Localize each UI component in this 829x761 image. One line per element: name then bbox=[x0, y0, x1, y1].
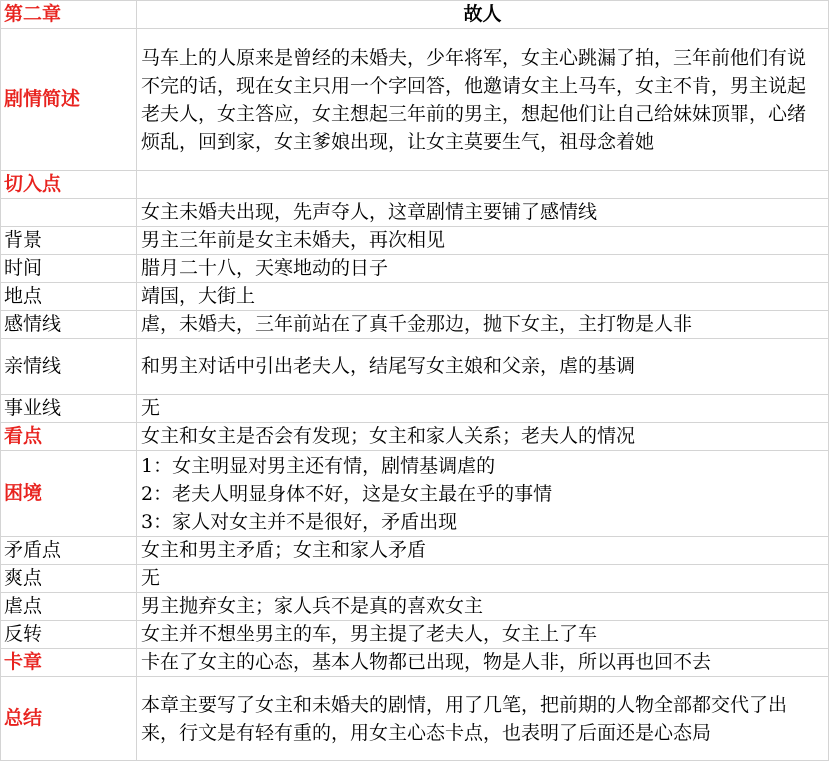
family-text[interactable]: 和男主对话中引出老夫人，结尾写女主娘和父亲，虐的基调 bbox=[137, 339, 829, 395]
family-label[interactable]: 亲情线 bbox=[1, 339, 137, 395]
angst-text[interactable]: 男主抛弃女主；家人兵不是真的喜欢女主 bbox=[137, 593, 829, 621]
satisfaction-label[interactable]: 爽点 bbox=[1, 565, 137, 593]
entry-detail-row bbox=[1, 199, 829, 227]
twist-label[interactable]: 反转 bbox=[1, 621, 137, 649]
entry-row bbox=[1, 171, 829, 199]
time-label[interactable]: 时间 bbox=[1, 255, 137, 283]
entry-empty-cell[interactable] bbox=[137, 171, 829, 199]
angst-label[interactable]: 虐点 bbox=[1, 593, 137, 621]
chapter-title[interactable]: 故人 bbox=[137, 1, 829, 29]
twist-text[interactable]: 女主并不想坐男主的车，男主提了老夫人，女主上了车 bbox=[137, 621, 829, 649]
romance-text[interactable]: 虐，未婚夫，三年前站在了真千金那边，抛下女主，主打物是人非 bbox=[137, 311, 829, 339]
cliffhanger-label[interactable]: 卡章 bbox=[1, 649, 137, 677]
table-row bbox=[1, 283, 829, 311]
dilemma-item-3: 3：家人对女主并不是很好，矛盾出现 bbox=[141, 510, 458, 533]
background-text[interactable]: 男主三年前是女主未婚夫，再次相见 bbox=[137, 227, 829, 255]
family-row bbox=[1, 339, 829, 395]
background-label[interactable]: 背景 bbox=[1, 227, 137, 255]
chapter-row bbox=[1, 1, 829, 29]
entry-detail-text[interactable]: 女主未婚夫出现，先声夺人，这章剧情主要铺了感情线 bbox=[137, 199, 829, 227]
table-row bbox=[1, 227, 829, 255]
cliffhanger-row bbox=[1, 649, 829, 677]
table-row bbox=[1, 311, 829, 339]
career-text[interactable]: 无 bbox=[137, 395, 829, 423]
time-text[interactable]: 腊月二十八，天寒地动的日子 bbox=[137, 255, 829, 283]
conflict-text[interactable]: 女主和男主矛盾；女主和家人矛盾 bbox=[137, 537, 829, 565]
cliffhanger-text[interactable]: 卡在了女主的心态，基本人物都已出现，物是人非，所以再也回不去 bbox=[137, 649, 829, 677]
summary-row bbox=[1, 677, 829, 761]
highlight-label[interactable]: 看点 bbox=[1, 423, 137, 451]
synopsis-label[interactable]: 剧情简述 bbox=[1, 29, 137, 171]
dilemma-item-2: 2：老夫人明显身体不好，这是女主最在乎的事情 bbox=[141, 482, 553, 505]
summary-text[interactable]: 本章主要写了女主和未婚夫的剧情，用了几笔，把前期的人物全部都交代了出来，行文是有轻有重的，用女主心态卡点，也表明了后面还是心态局 bbox=[137, 677, 829, 761]
career-label[interactable]: 事业线 bbox=[1, 395, 137, 423]
dilemma-item-1: 1：女主明显对男主还有情，剧情基调虐的 bbox=[141, 454, 496, 477]
chapter-label[interactable]: 第二章 bbox=[1, 1, 137, 29]
entry-detail-empty-label[interactable] bbox=[1, 199, 137, 227]
highlight-text[interactable]: 女主和女主是否会有发现；女主和家人关系；老夫人的情况 bbox=[137, 423, 829, 451]
table-row bbox=[1, 621, 829, 649]
dilemma-cell[interactable] bbox=[137, 451, 829, 537]
entry-label[interactable]: 切入点 bbox=[1, 171, 137, 199]
dilemma-row bbox=[1, 451, 829, 537]
table-row bbox=[1, 537, 829, 565]
table-row bbox=[1, 593, 829, 621]
conflict-label[interactable]: 矛盾点 bbox=[1, 537, 137, 565]
synopsis-text[interactable]: 马车上的人原来是曾经的未婚夫，少年将军，女主心跳漏了拍，三年前他们有说不完的话，现在女主只用一个字回答，他邀请女主上马车，女主不肯，男主说起老夫人，女主答应，女主想起三年前的男主，想起他们让自己给妹妹顶罪，心绪烦乱，回到家，女主爹娘出现，让女主莫要生气，祖母念着她 bbox=[137, 29, 829, 171]
location-label[interactable]: 地点 bbox=[1, 283, 137, 311]
satisfaction-text[interactable]: 无 bbox=[137, 565, 829, 593]
location-text[interactable]: 靖国，大街上 bbox=[137, 283, 829, 311]
table-row bbox=[1, 255, 829, 283]
synopsis-row bbox=[1, 29, 829, 171]
summary-label[interactable]: 总结 bbox=[1, 677, 137, 761]
career-row bbox=[1, 395, 829, 423]
romance-label[interactable]: 感情线 bbox=[1, 311, 137, 339]
table-row bbox=[1, 565, 829, 593]
highlight-row bbox=[1, 423, 829, 451]
dilemma-label[interactable]: 困境 bbox=[1, 451, 137, 537]
